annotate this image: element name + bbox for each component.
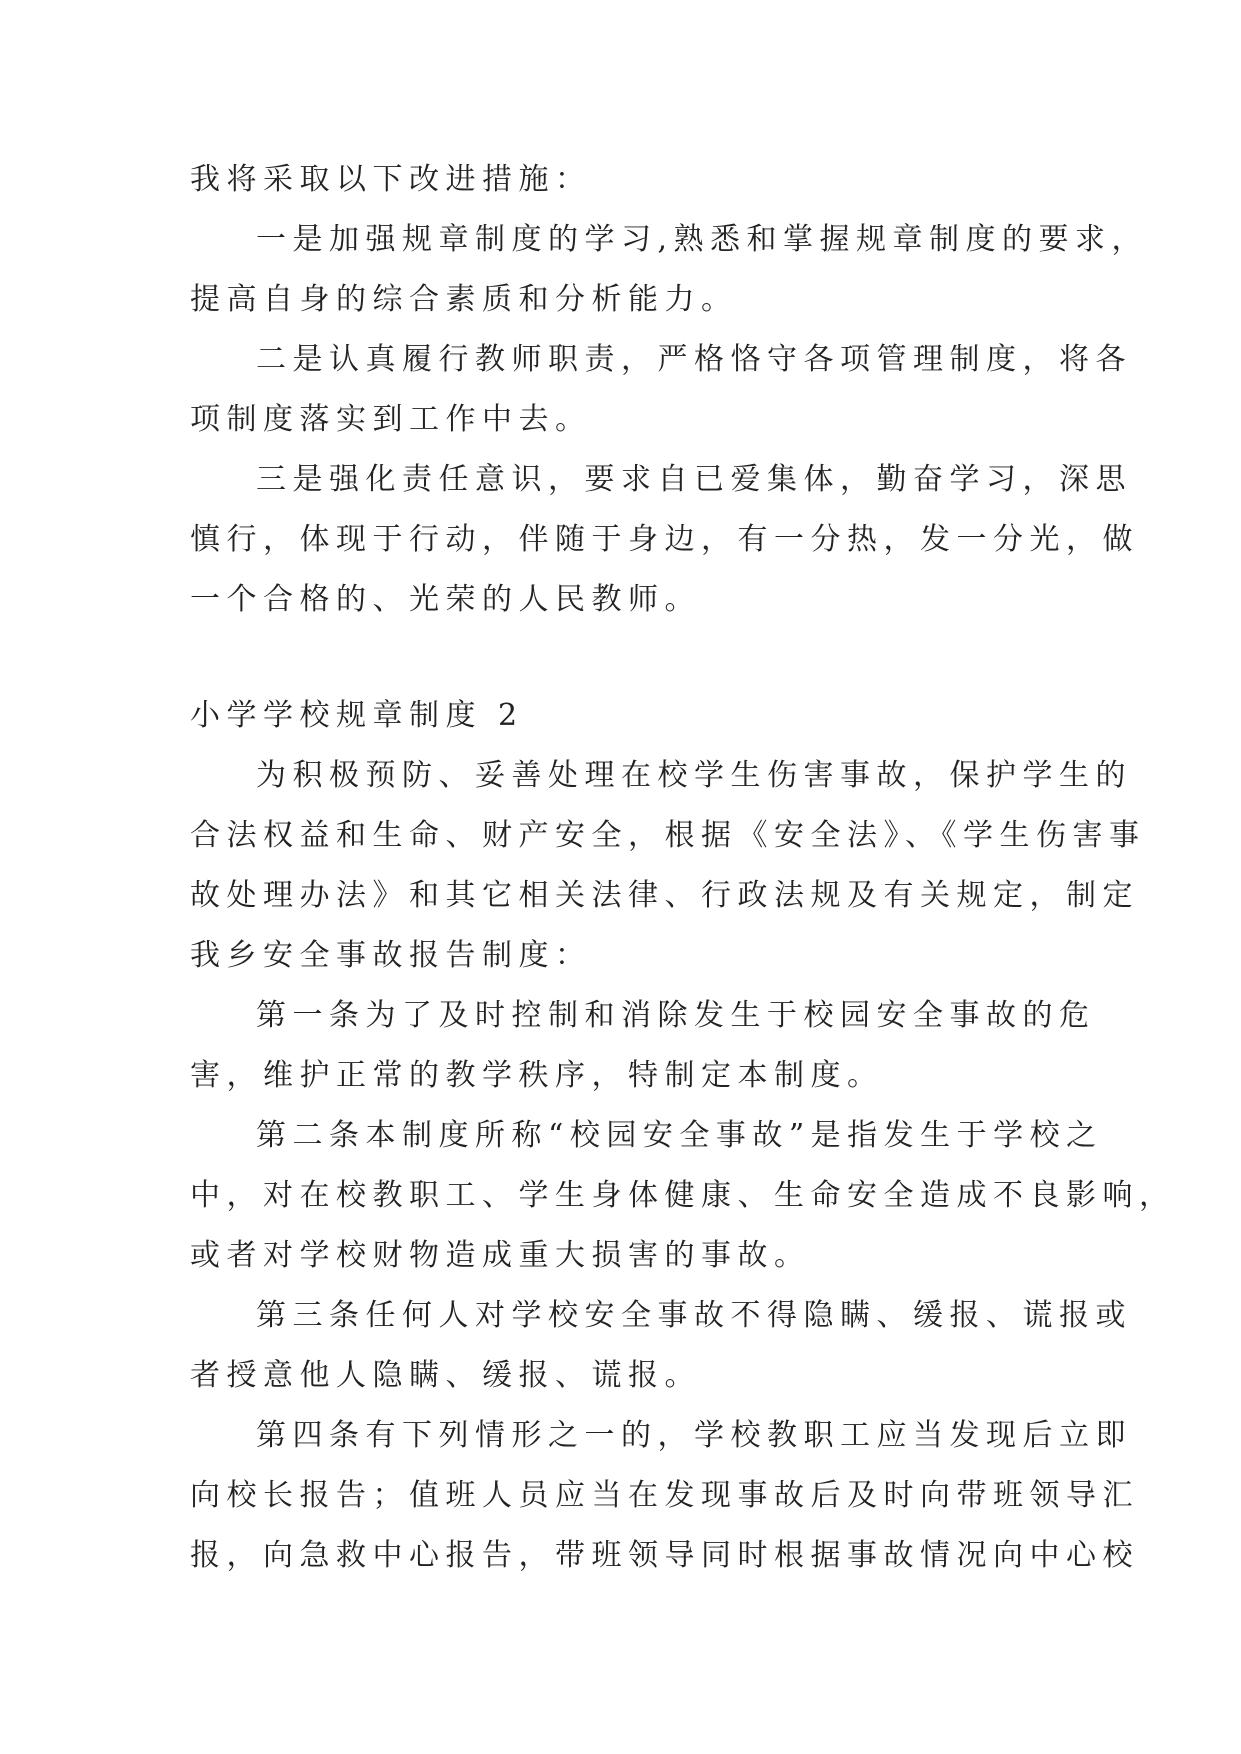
paragraph-line: 项制度落实到工作中去。 (190, 402, 592, 437)
paragraph-line: 报，向急救中心报告，带班领导同时根据事故情况向中心校 (190, 1538, 1139, 1573)
paragraph-line: 为积极预防、妥善处理在校学生伤害事故，保护学生的 (256, 758, 1132, 793)
paragraph-line: 者授意他人隐瞒、缓报、谎报。 (190, 1358, 701, 1393)
paragraph-line: 二是认真履行教师职责，严格恪守各项管理制度，将各 (256, 342, 1132, 377)
paragraph-line: 向校长报告；值班人员应当在发现事故后及时向带班领导汇 (190, 1478, 1139, 1513)
paragraph-line: 第一条为了及时控制和消除发生于校园安全事故的危 (256, 998, 1096, 1033)
paragraph-line: 合法权益和生命、财产安全，根据《安全法》、《学生伤害事 (190, 818, 1146, 853)
paragraph-line: 故处理办法》和其它相关法律、行政法规及有关规定，制定 (190, 878, 1139, 913)
paragraph-line: 第三条任何人对学校安全事故不得隐瞒、缓报、谎报或 (256, 1298, 1132, 1333)
paragraph-line: 第四条有下列情形之一的，学校教职工应当发现后立即 (256, 1418, 1132, 1453)
document-body (190, 150, 1176, 1586)
paragraph-line: 慎行，体现于行动，伴随于身边，有一分热，发一分光，做 (190, 522, 1139, 557)
paragraph-line: 我将采取以下改进措施： (190, 162, 592, 197)
section-gap (190, 630, 1060, 686)
paragraph-line: 三是强化责任意识，要求自已爱集体，勤奋学习，深思 (256, 462, 1132, 497)
paragraph-line: 一个合格的、光荣的人民教师。 (190, 582, 701, 617)
paragraph-line: 中，对在校教职工、学生身体健康、生命安全造成不良影响， (190, 1178, 1176, 1213)
paragraph-line: 一是加强规章制度的学习,熟悉和掌握规章制度的要求， (256, 222, 1149, 257)
paragraph-line: 害，维护正常的教学秩序，特制定本制度。 (190, 1058, 884, 1093)
paragraph-line: 或者对学校财物造成重大损害的事故。 (190, 1238, 811, 1273)
paragraph-line: 提高自身的综合素质和分析能力。 (190, 282, 738, 317)
paragraph-line: 我乡安全事故报告制度： (190, 938, 592, 973)
paragraph-line: 第二条本制度所称“校园安全事故”是指发生于学校之 (256, 1118, 1103, 1153)
section-heading: 小学学校规章制度 2 (190, 698, 524, 733)
